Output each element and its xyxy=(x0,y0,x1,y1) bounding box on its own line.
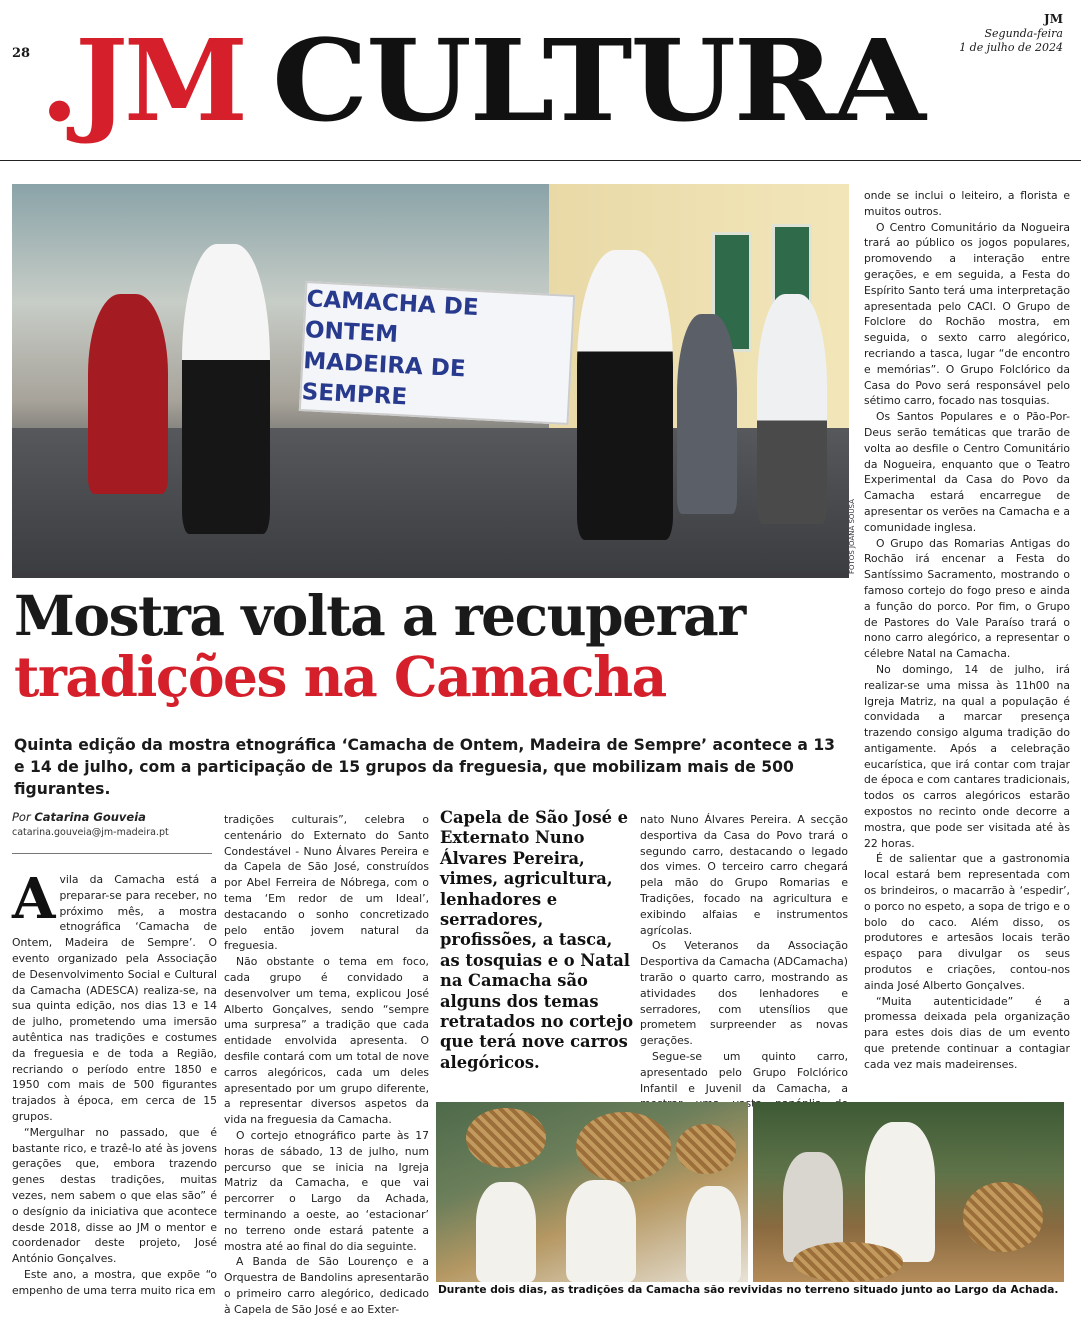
dancer-figure xyxy=(577,250,673,540)
issue-weekday: Segunda-feira xyxy=(984,27,1063,40)
body-paragraph: A Banda de São Lourenço e a Orquestra de Bandolins apresentarão o primeiro carro alegórico, dedicado à Capela de São José e ao Exter- xyxy=(224,1255,429,1316)
section-title: CULTURA xyxy=(272,16,924,147)
body-column-2 xyxy=(224,812,429,1318)
body-paragraph: Segue-se um quinto carro, apresentado pelo Grupo Folclórico Infantil e Juvenil da Camacha, a xyxy=(640,1049,848,1095)
body-paragraph: tradições culturais”, celebra o centenário do Externato do Santo Condestável - Nuno Álvares Pereira e da Capela de São José, construídos por Abel Ferreira de Nóbrega, com o tema ‘Em redor de um Ideal’, destacando o sonho concretizado pelo então jovem natural da freguesia. xyxy=(224,813,429,953)
basket xyxy=(676,1124,736,1174)
drop-cap: A xyxy=(12,866,56,932)
body-paragraph: O cortejo etnográfico parte às 17 horas de sábado, 13 de julho, num percurso que se inicia na Igreja Matriz da Camacha, e que vai percorrer o Largo da Achada, terminando a oeste, ao ‘estacionar’ no terreno onde estará patente a mostra até ao final do dia seguinte. xyxy=(224,1128,429,1253)
brand-logo: .JM xyxy=(40,16,244,147)
pull-quote: Capela de São José e Externato Nuno Álvares Pereira, vimes, agricultura, lenhadores e serradores, profissões, a tasca, as tosquias e o Natal na Camacha são alguns dos temas retratados no cortejo que terá nove carros alegóricos. xyxy=(440,808,634,1072)
banner-line-2: MADEIRA DE SEMPRE xyxy=(301,348,467,411)
person xyxy=(566,1180,636,1282)
body-paragraph: nato Nuno Álvares Pereira. A secção desportiva da Casa do Povo trará o segundo carro, destacando o legado dos vimes. O terceiro carro chegará pela mão do Grupo Romarias e Tradições, focado na agricultura e exibindo alfaias e instrumentos agrícolas. xyxy=(640,813,848,937)
body-paragraph: O Grupo das Romarias Antigas do Rochão irá encenar a Festa do Santíssimo Sacramento, mostrando o famoso cortejo do fogo preso e ainda a função do porco. Por fim, o Grupo de Pastores do Vale Paraíso trará o nono carro alegórico, a representar o célebre Natal na Camacha. xyxy=(864,536,1070,661)
body-paragraph: No domingo, 14 de julho, irá realizar-se uma missa às 11h00 na Igreja Matriz, na qual a população é convidada a marcar presença trazendo consigo alguma tradição do antigamente. Após a celebração eucarística, que irá contar com trajar de época e com cantares tradicionais, todos os carros alegóricos estarão expostos no recinto onde decorre a mostra, que pode ser visitada até às 22 horas. xyxy=(864,662,1070,850)
body-paragraph: “Mergulhar no passado, que é bastante rico, e trazê-lo até às jovens gerações que, embora trazendo genes destas tradições, muitas vezes, nem sabem o que elas são” é o desígnio da iniciativa que acontece desde 2018, disse ao JM o mentor e coordenador deste projeto, José António Gonçalves. xyxy=(12,1125,217,1266)
dancer-figure xyxy=(182,244,270,534)
procession-banner xyxy=(299,281,575,425)
body-paragraph: Os Veteranos da Associação Desportiva da Camacha (ADCamacha) trarão o quarto carro, mostrando as atividades dos lenhadores e serradores, com utensílios que prometem surpreender as novas gerações. xyxy=(640,939,848,1048)
headline-line-2: tradições na Camacha xyxy=(14,644,666,709)
spectator-figure xyxy=(677,314,737,514)
main-photo xyxy=(12,184,849,578)
spectator-figure xyxy=(757,294,827,524)
dancer-figure xyxy=(88,294,168,494)
body-paragraph: Este ano, a mostra, que expõe “o empenho de uma terra muito rica em xyxy=(12,1267,217,1297)
headline-line-1: Mostra volta a recuperar xyxy=(14,583,745,648)
headline xyxy=(14,583,849,709)
photo-credit-text: FOTOS JOANA SOUSA xyxy=(848,499,856,574)
body-paragraph: É de salientar que a gastronomia local estará bem representada com os brindeiros, o macarrão à ‘espedir’, o porco no espeto, a sopa de trigo e o bolo do caco. Além disso, os produtores e artesãos locais terão espaço para divulgar os seus produtos e criações, contou-nos ainda José Alberto Gonçalves. xyxy=(864,852,1070,992)
photo-basket-weavers xyxy=(436,1102,748,1282)
byline xyxy=(12,810,217,838)
body-column-4 xyxy=(864,188,1070,1073)
author-email[interactable]: catarina.gouveia@jm-madeira.pt xyxy=(12,827,169,838)
body-paragraph: Os Santos Populares e o Pão-Por-Deus serão temáticas que trarão de volta ao desfile o Centro Comunitário da Nogueira, enquanto que o Teatro Experimental da Casa do Povo da Camacha estará encarregue de apresentar os verões na Camacha e a comunidade inglesa. xyxy=(864,410,1070,534)
page-number: 28 xyxy=(12,46,31,61)
body-paragraph: onde se inclui o leiteiro, a florista e muitos outros. xyxy=(864,189,1070,218)
byline-divider xyxy=(12,853,212,854)
basket xyxy=(793,1242,903,1282)
photo-caption: Durante dois dias, as tradições da Camacha são revividas no terreno situado junto ao Largo da Achada. xyxy=(438,1284,1059,1296)
basket xyxy=(576,1112,671,1182)
body-column-1 xyxy=(12,866,217,1299)
publication-name: JM xyxy=(1044,12,1063,26)
body-column-3 xyxy=(640,812,848,1128)
body-paragraph: “Muita autenticidade” é a promessa deixada pela organização para estes dois dias de um evento que pretende continuar a contagiar cada vez mais madeirenses. xyxy=(864,994,1070,1071)
paragraph-text: vila da Camacha está a preparar-se para receber, no próximo mês, a mostra etnográfica ‘Camacha de Ontem, Madeira de Sempre’. O evento organizado pela Associação de Desenvolvimento Social e Cultural da Camacha (ADESCA) realiza-se, na sua quinta edição, nos dias 13 e 14 de julho, prometendo uma imersão autêntica nas tradições e costumes da freguesia e de toda a Região, recriando o período entre 1850 e 1950 com mais de 500 figurantes trajados à época, em cerca de 15 grupos. xyxy=(12,873,217,1123)
person xyxy=(686,1186,741,1282)
issue-date: 1 de julho de 2024 xyxy=(959,40,1063,54)
photo-artisans xyxy=(753,1102,1064,1282)
photo-credit xyxy=(848,498,860,578)
person xyxy=(476,1182,536,1282)
masthead-divider xyxy=(0,160,1081,161)
lead-paragraph: Quinta edição da mostra etnográfica ‘Camacha de Ontem, Madeira de Sempre’ acontece a 13 e 14 de julho, com a participação de 15 grupos da freguesia, que mobilizam mais de 500 figurantes. xyxy=(14,736,836,798)
body-paragraph xyxy=(12,866,217,1125)
issue-info xyxy=(959,12,1063,55)
body-paragraph: Não obstante o tema em foco, cada grupo é convidado a desenvolver um tema, explicou José Alberto Gonçalves, sendo “sempre uma surpresa” a tradição que cada entidade envolvida apresenta. O desfile contará com um total de nove carros alegóricos, cada um deles apresentado por um grupo diferente, a representar diversos aspetos da vida na freguesia da Camacha. xyxy=(224,955,429,1127)
basket xyxy=(466,1108,546,1168)
byline-prefix: Por xyxy=(12,810,31,824)
person xyxy=(865,1122,935,1262)
basket xyxy=(963,1182,1043,1252)
body-paragraph: O Centro Comunitário da Nogueira trará ao público os jogos populares, promovendo a interação entre gerações, e em seguida, a Festa do Espírito Santo terá uma interpretação apresentada pelo CACI. O Grupo de Folclore do Rochão mostra, em seguida, o sexto carro alegórico, recriando a tasca, lugar “de encontro e memórias”. O Grupo Folclórico da Casa do Povo será responsável pelo sétimo carro, focado nas tosquias. xyxy=(864,220,1070,408)
byline-author xyxy=(12,810,217,824)
banner-line-1: CAMACHA DE ONTEM xyxy=(304,286,480,348)
author-name: Catarina Gouveia xyxy=(34,810,146,824)
